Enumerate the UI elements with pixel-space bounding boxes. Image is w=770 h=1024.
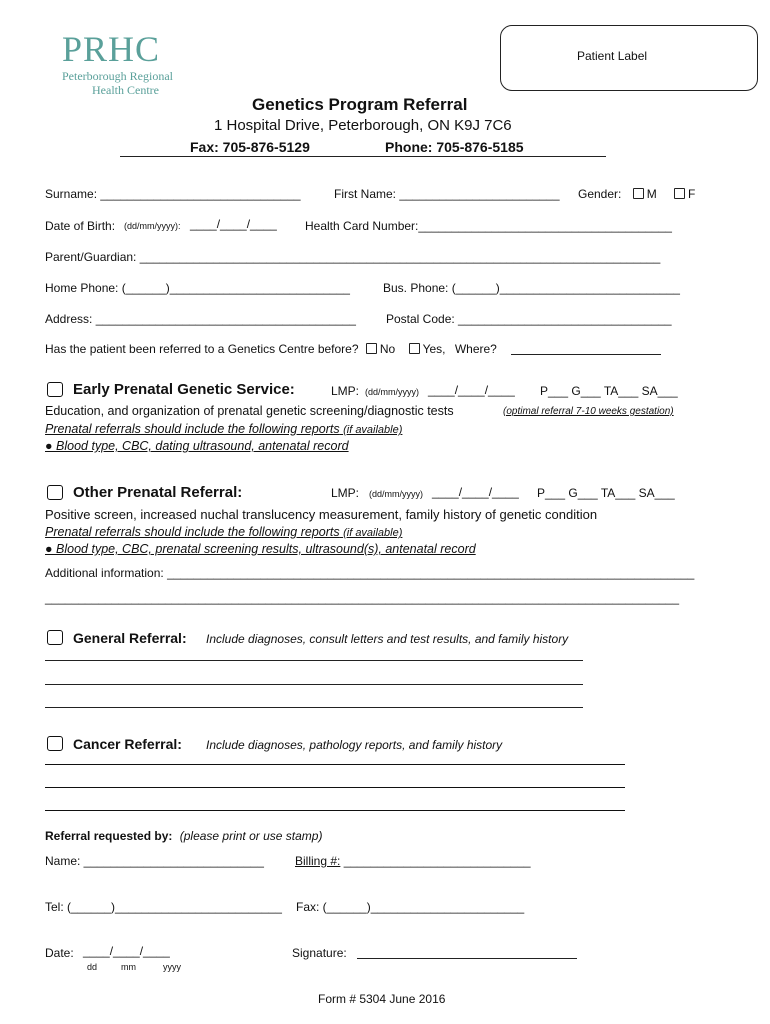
form-number: Form # 5304 June 2016 <box>318 992 446 1006</box>
patient-label-text: Patient Label <box>577 49 648 63</box>
early-description: Education, and organization of prenatal genetic screening/diagnostic tests <box>45 404 454 418</box>
requester-tel-field[interactable]: Tel: (______)_________________________ <box>45 900 282 914</box>
early-reports-list: ● Blood type, CBC, dating ultrasound, antenatal record <box>45 439 349 453</box>
gender-f-checkbox[interactable] <box>674 188 685 199</box>
postal-code-field[interactable]: Postal Code: ________________________________ <box>386 312 672 326</box>
other-prenatal-title: Other Prenatal Referral: <box>73 484 243 501</box>
referred-no-label: No <box>379 342 396 356</box>
gender-group <box>578 187 695 201</box>
cancer-line-3[interactable] <box>45 810 625 811</box>
header-underline <box>120 156 606 157</box>
other-description: Positive screen, increased nuchal translucency measurement, family history of genetic condition <box>45 507 598 522</box>
date-dd: dd <box>87 962 98 972</box>
cancer-line-1[interactable] <box>45 764 625 765</box>
signature-line[interactable] <box>357 958 577 959</box>
early-prenatal-checkbox[interactable] <box>47 382 63 397</box>
gender-f-label: F <box>688 187 696 201</box>
other-reports-note <box>45 525 402 539</box>
health-card-field[interactable]: Health Card Number:______________________________________ <box>305 219 672 233</box>
referred-no-checkbox[interactable] <box>366 343 377 354</box>
referred-question: Has the patient been referred to a Genetics Centre before? <box>45 342 359 356</box>
cancer-referral-hint: Include diagnoses, pathology reports, and family history <box>206 738 503 752</box>
cancer-referral-checkbox[interactable] <box>47 736 63 751</box>
referred-before-row <box>45 342 497 356</box>
surname-field[interactable]: Surname: ______________________________ <box>45 187 301 201</box>
early-reports-note <box>45 422 402 436</box>
parent-guardian-field[interactable]: Parent/Guardian: ______________________________________________________________________________ <box>45 250 661 264</box>
logo-subtitle-1: Peterborough Regional <box>62 69 173 83</box>
other-pgta-field[interactable]: P___ G___ TA___ SA___ <box>537 486 675 500</box>
cancer-line-2[interactable] <box>45 787 625 788</box>
other-lmp-label: LMP: <box>331 486 360 500</box>
additional-info-field[interactable]: Additional information: _______________________________________________________________________________ <box>45 566 695 580</box>
phone-number: Phone: 705-876-5185 <box>385 139 524 155</box>
early-reports-text: Prenatal referrals should include the following reports <box>45 422 340 436</box>
requester-heading: Referral requested by: <box>45 829 173 843</box>
page-title: Genetics Program Referral <box>252 95 468 114</box>
other-lmp-field[interactable]: ____/____/____ <box>432 485 519 499</box>
other-lmp-format: (dd/mm/yyyy) <box>369 489 423 499</box>
general-line-2[interactable] <box>45 684 583 685</box>
home-phone-field[interactable]: Home Phone: (______)___________________________ <box>45 281 350 295</box>
billing-label: Billing #: <box>295 854 341 868</box>
dob-field[interactable]: ____/____/____ <box>190 217 277 231</box>
early-lmp-format: (dd/mm/yyyy) <box>365 387 419 397</box>
additional-info-line-2[interactable]: _______________________________________________________________________________________________ <box>45 591 680 605</box>
date-mm: mm <box>121 962 136 972</box>
other-reports-list: ● Blood type, CBC, prenatal screening results, ultrasound(s), antenatal record <box>45 542 476 556</box>
fax-number: Fax: 705-876-5129 <box>190 139 310 155</box>
gender-m-label: M <box>646 187 657 201</box>
other-if-available: (if available) <box>343 527 403 539</box>
requester-heading-note: (please print or use stamp) <box>179 829 323 843</box>
where-line[interactable] <box>511 354 661 355</box>
general-referral-hint: Include diagnoses, consult letters and test results, and family history <box>206 632 569 646</box>
early-optimal-note: (optimal referral 7-10 weeks gestation) <box>503 406 674 417</box>
date-field[interactable]: ____/____/____ <box>83 944 170 958</box>
billing-line: ____________________________ <box>340 854 531 868</box>
date-label: Date: <box>45 946 74 960</box>
general-referral-checkbox[interactable] <box>47 630 63 645</box>
early-lmp-label: LMP: <box>331 384 360 398</box>
other-reports-text: Prenatal referrals should include the following reports <box>45 525 340 539</box>
early-lmp-field[interactable]: ____/____/____ <box>428 383 515 397</box>
referred-yes-checkbox[interactable] <box>409 343 420 354</box>
early-prenatal-title: Early Prenatal Genetic Service: <box>73 381 295 398</box>
bus-phone-field[interactable]: Bus. Phone: (______)___________________________ <box>383 281 680 295</box>
cancer-referral-title: Cancer Referral: <box>73 736 182 752</box>
gender-m-checkbox[interactable] <box>633 188 644 199</box>
other-prenatal-checkbox[interactable] <box>47 485 63 500</box>
referred-yes-label: Yes, <box>422 342 446 356</box>
dob-label: Date of Birth: <box>45 219 116 233</box>
requester-heading-row <box>45 829 322 843</box>
address-field[interactable]: Address: _______________________________________ <box>45 312 356 326</box>
hospital-address: 1 Hospital Drive, Peterborough, ON K9J 7C6 <box>214 117 512 134</box>
logo-subtitle-2: Health Centre <box>92 83 159 97</box>
early-pgta-field[interactable]: P___ G___ TA___ SA___ <box>540 384 678 398</box>
dob-format: (dd/mm/yyyy): <box>124 221 181 231</box>
requester-fax-field[interactable]: Fax: (______)_______________________ <box>296 900 525 914</box>
logo-letters: PRHC <box>62 29 161 69</box>
date-yyyy: yyyy <box>163 962 181 972</box>
general-referral-title: General Referral: <box>73 630 187 646</box>
signature-label: Signature: <box>292 946 347 960</box>
general-line-1[interactable] <box>45 660 583 661</box>
billing-field[interactable] <box>295 854 531 868</box>
gender-label: Gender: <box>578 187 622 201</box>
where-label: Where? <box>454 342 497 356</box>
early-if-available: (if available) <box>343 424 403 436</box>
requester-name-field[interactable]: Name: ___________________________ <box>45 854 264 868</box>
first-name-field[interactable]: First Name: ________________________ <box>334 187 560 201</box>
general-line-3[interactable] <box>45 707 583 708</box>
